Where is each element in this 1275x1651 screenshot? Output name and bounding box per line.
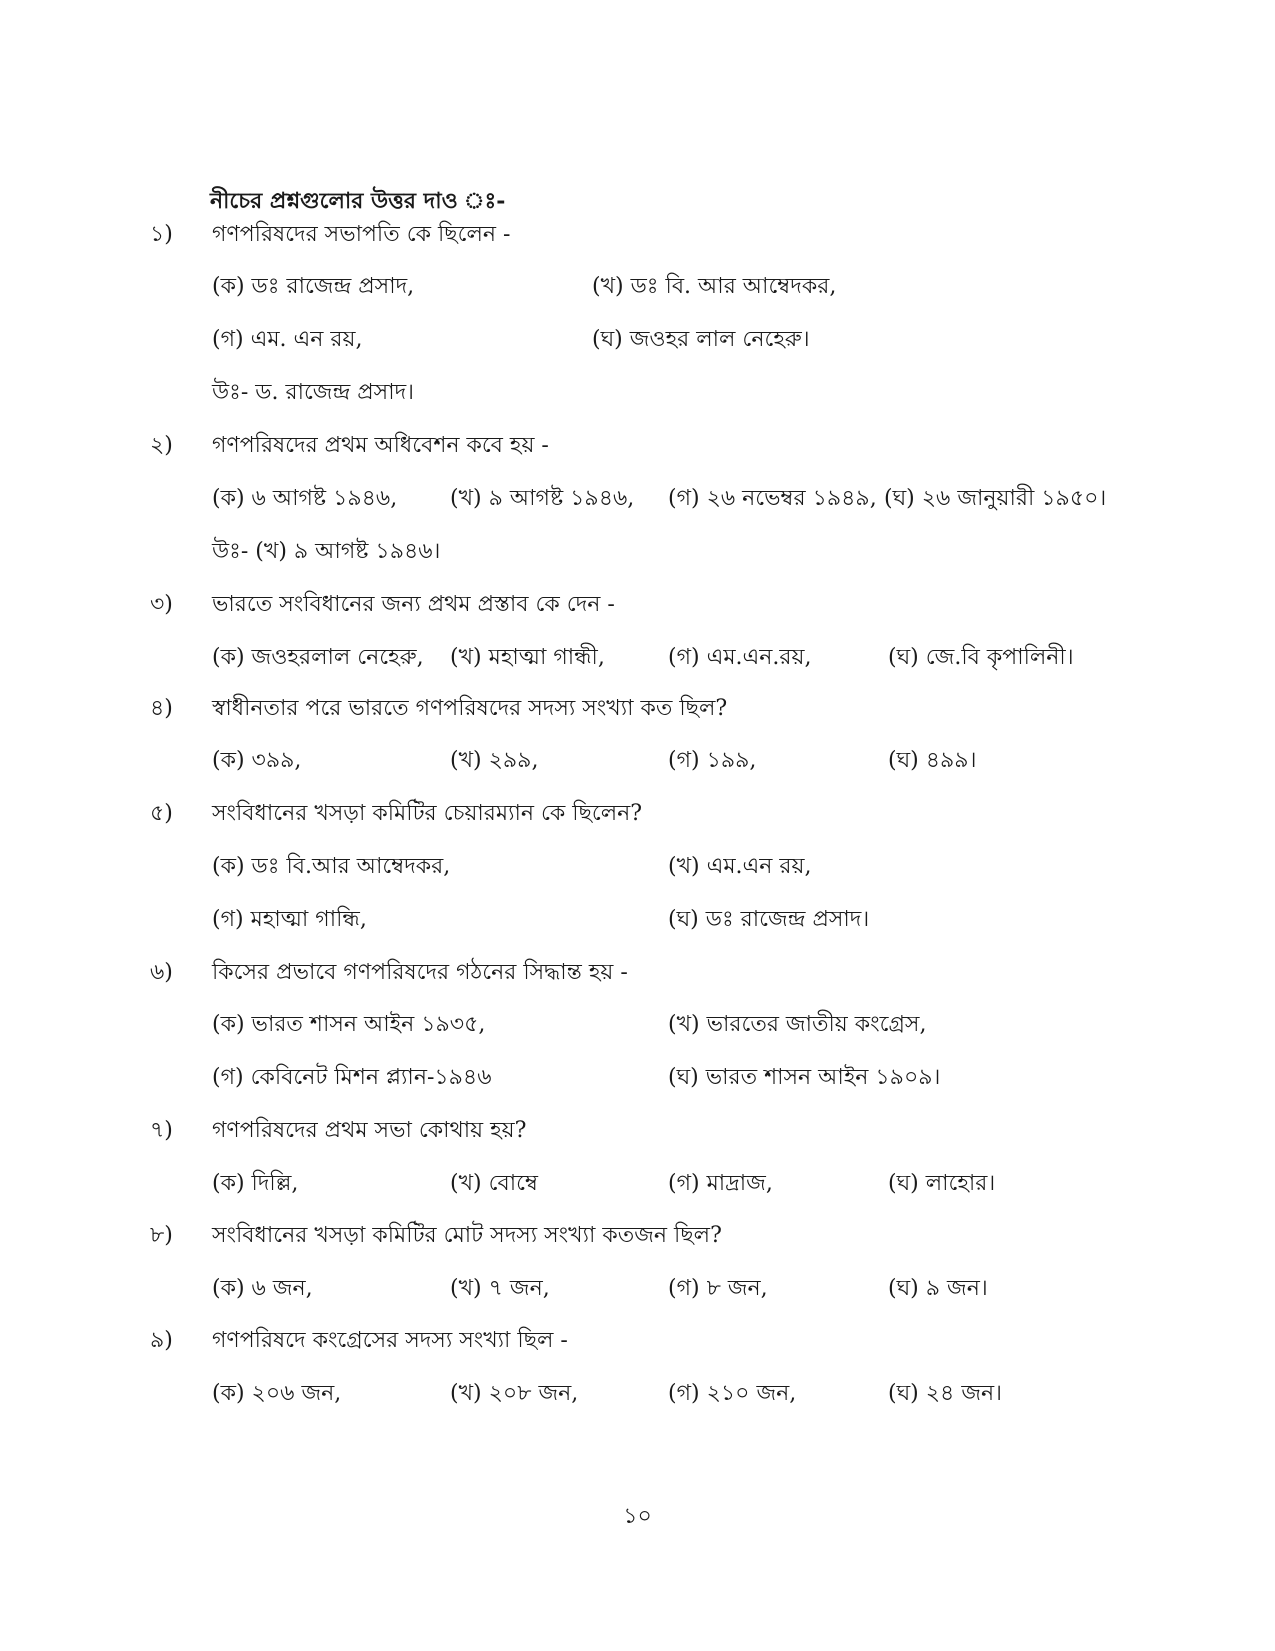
option-ga: (গ) মাদ্রাজ, <box>668 1171 773 1196</box>
option-ka: (ক) ৩৯৯, <box>212 748 302 773</box>
option-ka: (ক) ডঃ বি.আর আম্বেদকর, <box>212 854 451 879</box>
question-text: গণপরিষদের প্রথম সভা কোথায় হয়? <box>212 1118 527 1143</box>
question-number: ৩) <box>150 592 173 617</box>
option-gha: (ঘ) ৯ জন। <box>888 1276 988 1301</box>
option-ga: (গ) ৮ জন, <box>668 1276 768 1301</box>
option-kha: (খ) ভারতের জাতীয় কংগ্রেস, <box>668 1012 927 1037</box>
option-kha: (খ) ২৯৯, <box>450 748 539 773</box>
question-text: গণপরিষদের প্রথম অধিবেশন কবে হয় - <box>212 433 549 458</box>
question-text: ভারতে সংবিধানের জন্য প্রথম প্রস্তাব কে দেন - <box>212 592 615 617</box>
option-ka: (ক) ৬ আগষ্ট ১৯৪৬, <box>212 486 398 511</box>
option-ka: (ক) ভারত শাসন আইন ১৯৩৫, <box>212 1012 486 1037</box>
option-ka: (ক) জওহরলাল নেহেরু, <box>212 645 424 670</box>
option-gha: (ঘ) ডঃ রাজেন্দ্র প্রসাদ। <box>668 907 870 932</box>
question-number: ৫) <box>150 801 173 826</box>
option-ga: (গ) ১৯৯, <box>668 748 757 773</box>
answer: উঃ- ড. রাজেন্দ্র প্রসাদ। <box>212 380 415 405</box>
question-number: ১) <box>150 222 173 247</box>
option-kha: (খ) ডঃ বি. আর আম্বেদকর, <box>592 274 837 299</box>
instructions-heading: নীচের প্রশ্নগুলোর উত্তর দাও ঃ- <box>210 188 506 214</box>
option-kha: (খ) ২০৮ জন, <box>450 1381 579 1406</box>
option-ga: (গ) কেবিনেট মিশন প্ল্যান-১৯৪৬ <box>212 1065 492 1090</box>
option-gha: (ঘ) জওহর লাল নেহেরু। <box>592 327 810 352</box>
question-number: ২) <box>150 433 173 458</box>
option-ga: (গ) ২৬ নভেম্বর ১৯৪৯, <box>668 486 877 511</box>
option-ka: (ক) ৬ জন, <box>212 1276 313 1301</box>
question-text: সংবিধানের খসড়া কমিটির মোট সদস্য সংখ্যা কতজন ছিল? <box>212 1223 722 1248</box>
option-kha: (খ) ৯ আগষ্ট ১৯৪৬, <box>450 486 635 511</box>
question-number: ৮) <box>150 1223 173 1248</box>
option-ka: (ক) ডঃ রাজেন্দ্র প্রসাদ, <box>212 274 415 299</box>
question-text: গণপরিষদের সভাপতি কে ছিলেন - <box>212 222 511 247</box>
question-text: স্বাধীনতার পরে ভারতে গণপরিষদের সদস্য সংখ্যা কত ছিল? <box>212 696 728 721</box>
option-gha: (ঘ) জে.বি কৃপালিনী। <box>888 645 1074 670</box>
answer: উঃ- (খ) ৯ আগষ্ট ১৯৪৬। <box>212 539 441 564</box>
option-ga: (গ) এম. এন রয়, <box>212 327 363 352</box>
option-gha: (ঘ) লাহোর। <box>888 1171 996 1196</box>
option-ga: (গ) ২১০ জন, <box>668 1381 797 1406</box>
option-gha: (ঘ) ভারত শাসন আইন ১৯০৯। <box>668 1065 941 1090</box>
option-gha: (ঘ) ২৪ জন। <box>888 1381 1003 1406</box>
question-number: ৭) <box>150 1118 173 1143</box>
question-text: গণপরিষদে কংগ্রেসের সদস্য সংখ্যা ছিল - <box>212 1328 568 1353</box>
option-kha: (খ) বোম্বে <box>450 1171 538 1196</box>
option-ka: (ক) ২০৬ জন, <box>212 1381 342 1406</box>
question-text: সংবিধানের খসড়া কমিটির চেয়ারম্যান কে ছিলেন? <box>212 801 643 826</box>
option-ga: (গ) মহাত্মা গান্ধি, <box>212 907 367 932</box>
option-ka: (ক) দিল্লি, <box>212 1171 299 1196</box>
option-kha: (খ) এম.এন রয়, <box>668 854 812 879</box>
question-text: কিসের প্রভাবে গণপরিষদের গঠনের সিদ্ধান্ত হয় - <box>212 960 628 985</box>
option-kha: (খ) মহাত্মা গান্ধী, <box>450 645 605 670</box>
question-number: ৪) <box>150 696 173 721</box>
question-number: ৬) <box>150 960 173 985</box>
option-ga: (গ) এম.এন.রয়, <box>668 645 812 670</box>
question-number: ৯) <box>150 1328 173 1353</box>
option-gha: (ঘ) ২৬ জানুয়ারী ১৯৫০। <box>884 486 1107 511</box>
option-kha: (খ) ৭ জন, <box>450 1276 550 1301</box>
page-number: ১০ <box>623 1504 652 1529</box>
option-gha: (ঘ) ৪৯৯। <box>888 748 977 773</box>
